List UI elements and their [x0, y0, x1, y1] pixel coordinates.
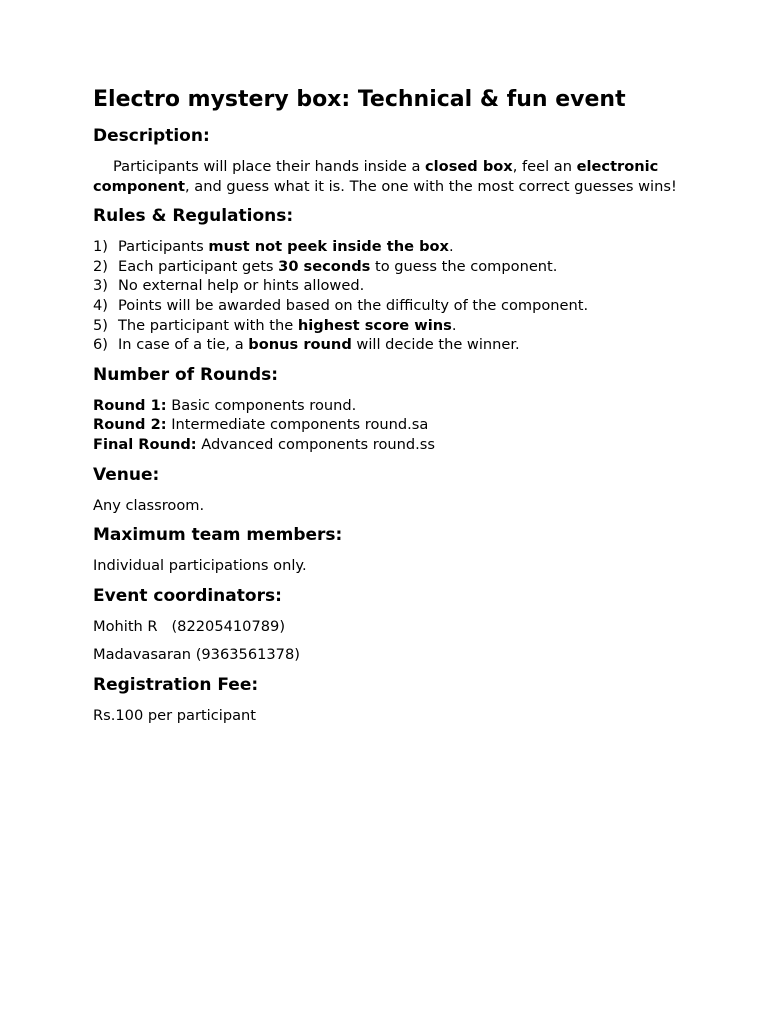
coordinators-heading: Event coordinators: [93, 585, 282, 606]
rule-number: 4) [93, 296, 108, 314]
description-text-2: , feel an [512, 158, 577, 175]
page-title: Electro mystery box: Technical & fun event [93, 87, 626, 112]
rule-item [93, 296, 693, 316]
fee-text: Rs.100 per participant [93, 706, 256, 724]
round-label: Final Round: [93, 435, 197, 453]
description-heading: Description: [93, 126, 210, 146]
fee-heading: Registration Fee: [93, 674, 259, 695]
rule-number: 2) [93, 257, 108, 275]
round-text: Advanced components round.ss [196, 435, 436, 453]
round-item [93, 435, 693, 455]
rule-item [93, 335, 693, 355]
rule-number: 3) [93, 277, 108, 295]
description-bold-2: electronic component [93, 158, 659, 195]
venue-text: Any classroom. [93, 496, 205, 514]
coordinator-item: Madavasaran (9363561378) [93, 646, 300, 664]
round-label: Round 1: [93, 396, 167, 414]
description-text-1: Participants will place their hands inside a [113, 158, 426, 175]
rule-text: In case of a tie, a bonus round will decide the winner. [118, 336, 520, 354]
rule-text: Participants must not peek inside the box. [118, 238, 454, 256]
rules-heading: Rules & Regulations: [93, 206, 294, 227]
venue-heading: Venue: [93, 464, 160, 485]
rule-item [93, 316, 693, 336]
description-paragraph [93, 157, 693, 196]
rule-item [93, 237, 693, 257]
rule-text: No external help or hints allowed. [118, 277, 365, 295]
round-text: Basic components round. [166, 396, 357, 414]
team-text: Individual participations only. [93, 557, 307, 575]
description-text-3: , and guess what it is. The one with the most correct guesses wins! [185, 177, 677, 195]
round-label: Round 2: [93, 416, 167, 434]
coordinator-item: Mohith R (82205410789) [93, 617, 286, 635]
rules-list [93, 237, 693, 355]
rule-text: The participant with the highest score wins. [118, 316, 457, 334]
rule-text: Each participant gets 30 seconds to guess the component. [118, 257, 558, 275]
rule-number: 6) [93, 336, 108, 354]
rule-number: 1) [93, 238, 108, 256]
rounds-heading: Number of Rounds: [93, 364, 279, 385]
rule-item [93, 257, 693, 277]
rule-text: Points will be awarded based on the difficulty of the component. [118, 296, 589, 314]
document-content [93, 86, 693, 726]
round-text: Intermediate components round.sa [166, 416, 429, 434]
round-item [93, 396, 693, 416]
rounds-list [93, 396, 693, 455]
rule-item [93, 276, 693, 296]
description-bold-1: closed box [425, 158, 513, 175]
rule-number: 5) [93, 316, 108, 334]
round-item [93, 415, 693, 435]
team-heading: Maximum team members: [93, 525, 343, 546]
